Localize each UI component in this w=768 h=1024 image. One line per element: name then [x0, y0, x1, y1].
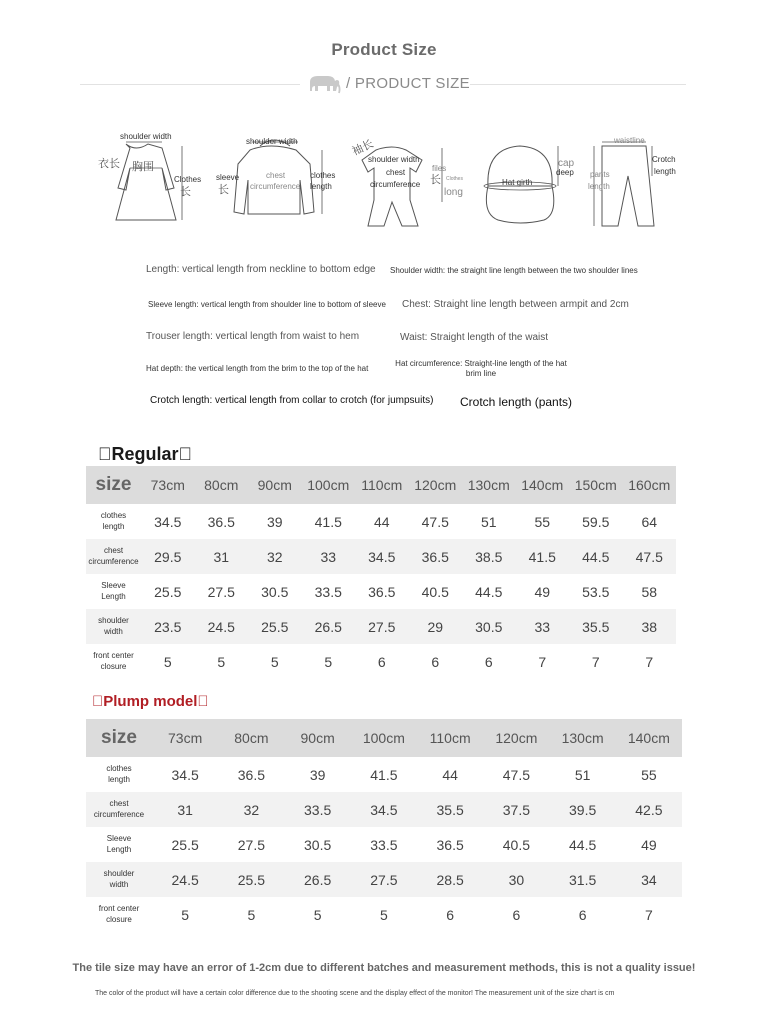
table-cell: 40.5: [421, 583, 449, 600]
pants-crotch-label: Crotch: [652, 155, 676, 164]
table-cell: 38: [641, 618, 658, 635]
sweater-length-label: length: [310, 182, 332, 191]
table-cell: 33.5: [304, 801, 332, 818]
table-cell: 44.5: [582, 548, 610, 565]
table-cell: 5: [313, 906, 322, 923]
size-column-header: 80cm: [204, 477, 239, 493]
size-column-header: 90cm: [257, 477, 292, 493]
row-label: Sleeve Length: [101, 580, 126, 601]
table-cell: 44: [373, 513, 390, 530]
table-cell: 26.5: [314, 618, 342, 635]
sweater-diagram: [214, 128, 344, 238]
size-column-header: 140cm: [521, 477, 564, 493]
table-cell: 24.5: [171, 871, 199, 888]
plump-heading: [92, 693, 209, 710]
table-cell: 47.5: [502, 766, 530, 783]
sweater-circumference-label: circumference: [250, 182, 301, 191]
sweater-clothes-label: clothes: [310, 171, 336, 180]
table-cell: 37.5: [502, 801, 530, 818]
size-column-header: 110cm: [429, 730, 471, 746]
size-column-header: 73cm: [150, 477, 185, 493]
table-cell: 59.5: [582, 513, 610, 530]
table-row: [86, 644, 676, 679]
table-cell: 6: [512, 906, 521, 923]
size-column-header: 100cm: [362, 730, 405, 746]
table-row: [86, 574, 676, 609]
table-cell: 49: [641, 836, 657, 853]
table-cell: 42.5: [635, 801, 663, 818]
divider-left: [80, 84, 300, 85]
table-row: [86, 757, 682, 792]
subtitle-row: [80, 70, 686, 98]
measurement-definitions: [140, 260, 660, 420]
table-cell: 44.5: [475, 583, 503, 600]
tee-circumference-label: circumference: [370, 180, 421, 189]
regular-size-table: [86, 466, 676, 679]
table-cell: 30.5: [475, 618, 503, 635]
table-cell: 31: [213, 548, 230, 565]
table-cell: 27.5: [370, 871, 398, 888]
tee-clothes-label: Clothes: [446, 176, 463, 182]
table-cell: 35.5: [582, 618, 610, 635]
size-column-header: 110cm: [361, 477, 403, 493]
table-row: [86, 609, 676, 644]
table-cell: 34: [641, 871, 657, 888]
dress-diagram: [90, 128, 208, 238]
size-column-header: 150cm: [574, 477, 617, 493]
plump-size-table: [86, 719, 682, 932]
hat-deep-label: deep: [556, 168, 574, 177]
table-row: [86, 862, 682, 897]
table-cell: 33.5: [370, 836, 398, 853]
table-cell: 33: [534, 618, 551, 635]
dress-chest-cn-label: 胸围: [132, 160, 154, 173]
table-cell: 55: [534, 513, 551, 530]
table-cell: 41.5: [314, 513, 342, 530]
table-cell: 36.5: [368, 583, 396, 600]
table-cell: 34.5: [171, 766, 199, 783]
table-cell: 5: [324, 653, 333, 670]
sweater-shoulder-label: shoulder width: [246, 137, 298, 146]
table-cell: 30.5: [304, 836, 332, 853]
dress-shoulder-label: shoulder width: [120, 132, 172, 141]
def-shoulder: Shoulder width: the straight line length between the two shoulder lines: [390, 266, 638, 275]
table-cell: 5: [270, 653, 279, 670]
table-cell: 33.5: [314, 583, 342, 600]
table-cell: 64: [641, 513, 658, 530]
table-cell: 41.5: [370, 766, 398, 783]
table-cell: 5: [379, 906, 388, 923]
table-cell: 38.5: [475, 548, 503, 565]
tee-chest-label: chest: [386, 168, 406, 177]
table-cell: 5: [217, 653, 226, 670]
regular-heading-text:  Regular : [98, 444, 193, 464]
table-row: [86, 897, 682, 932]
table-row: [86, 827, 682, 862]
tee-long-label: long: [444, 187, 463, 198]
row-label: shoulder width: [98, 615, 129, 636]
pants-diagram: [584, 128, 694, 238]
table-cell: 32: [243, 801, 260, 818]
size-column-header: 73cm: [168, 730, 203, 746]
table-cell: 25.5: [261, 618, 289, 635]
table-cell: 40.5: [502, 836, 530, 853]
row-label: front center closure: [98, 903, 140, 924]
table-row: [86, 504, 676, 539]
table-cell: 29: [427, 618, 444, 635]
tee-shoulder-label: shoulder width: [368, 155, 420, 164]
table-cell: 29.5: [154, 548, 182, 565]
table-cell: 34.5: [370, 801, 398, 818]
table-row: [86, 792, 682, 827]
tee-files-label: files: [432, 164, 447, 173]
size-column-header: 90cm: [300, 730, 335, 746]
table-cell: 58: [641, 583, 658, 600]
table-cell: 30.5: [261, 583, 289, 600]
row-label: front center closure: [93, 650, 134, 671]
size-header-cell: size: [95, 474, 132, 495]
plump-heading-text:  Plump model : [92, 693, 209, 710]
table-cell: 51: [574, 766, 591, 783]
size-column-header: 100cm: [307, 477, 350, 493]
table-cell: 39.5: [569, 801, 597, 818]
table-cell: 25.5: [171, 836, 199, 853]
table-cell: 27.5: [207, 583, 235, 600]
size-header-cell: size: [101, 727, 137, 748]
table-cell: 6: [484, 653, 493, 670]
size-column-header: 80cm: [234, 730, 269, 746]
size-column-header: 120cm: [495, 730, 538, 746]
table-cell: 33: [320, 548, 337, 565]
def-chest: Chest: Straight line length between armpit and 2cm: [402, 299, 629, 310]
page-title: Product Size: [331, 40, 437, 59]
table-cell: 5: [181, 906, 190, 923]
table-cell: 34.5: [368, 548, 396, 565]
table-cell: 35.5: [436, 801, 464, 818]
table-cell: 31.5: [569, 871, 597, 888]
table-cell: 39: [266, 513, 283, 530]
table-cell: 41.5: [528, 548, 556, 565]
pants-waistline-label: waistline: [614, 136, 645, 145]
def-crotch-jumpsuit: Crotch length: vertical length from collar to crotch (for jumpsuits): [150, 395, 434, 406]
table-cell: 6: [431, 653, 440, 670]
table-cell: 24.5: [207, 618, 235, 635]
table-cell: 6: [578, 906, 587, 923]
def-length: Length: vertical length from neckline to bottom edge: [146, 264, 376, 275]
measurement-diagrams: [90, 128, 690, 238]
table-cell: 51: [480, 513, 497, 530]
tee-diagram: [346, 128, 466, 238]
table-cell: 49: [534, 583, 551, 600]
dress-clothes-label: Clothes: [174, 175, 202, 184]
table-cell: 34.5: [154, 513, 182, 530]
table-cell: 44: [442, 766, 458, 783]
table-cell: 27.5: [368, 618, 396, 635]
row-label: clothes length: [100, 510, 127, 531]
page-subtitle: / PRODUCT SIZE: [346, 75, 470, 92]
hat-cap-label: cap: [558, 158, 575, 169]
hat-diagram: [474, 128, 574, 238]
row-label: Sleeve Length: [106, 833, 132, 854]
sweater-sleeve-label: sleeve: [216, 173, 240, 182]
table-cell: 44.5: [569, 836, 597, 853]
table-cell: 53.5: [582, 583, 610, 600]
table-cell: 36.5: [237, 766, 265, 783]
table-row: [86, 539, 676, 574]
def-sleeve: Sleeve length: vertical length from shoulder line to bottom of sleeve: [148, 300, 386, 309]
row-label: shoulder width: [103, 868, 135, 889]
table-cell: 26.5: [304, 871, 332, 888]
table-cell: 28.5: [436, 871, 464, 888]
table-cell: 6: [377, 653, 386, 670]
table-cell: 31: [177, 801, 193, 818]
divider-right: [470, 84, 686, 85]
tee-sleeve-cn-label: 袖长: [350, 137, 376, 159]
table-cell: 36.5: [207, 513, 235, 530]
elephant-icon: [306, 73, 342, 95]
table-cell: 47.5: [635, 548, 663, 565]
def-waist: Waist: Straight length of the waist: [400, 332, 549, 343]
def-trouser: Trouser length: vertical length from waist to hem: [146, 331, 360, 342]
row-label: chest circumference: [93, 798, 145, 819]
size-column-header: 130cm: [561, 730, 604, 746]
def-hat-circumference: Hat circumference: Straight-line length of the hat brim line: [395, 359, 567, 378]
table-cell: 5: [163, 653, 172, 670]
table-cell: 7: [644, 906, 653, 923]
row-label: clothes length: [106, 763, 132, 784]
table-cell: 23.5: [154, 618, 182, 635]
plump-header-row: [86, 719, 682, 757]
table-cell: 6: [446, 906, 455, 923]
pants-crotch-length-label: length: [654, 167, 676, 176]
dress-length-cn-label: 衣长: [98, 157, 120, 170]
size-column-header: 160cm: [628, 477, 671, 493]
color-note: The color of the product will have a certain color difference due to the shooting scene and the display effect of the monitor! The measurement unit of the size chart is cm: [95, 990, 615, 997]
regular-heading: [98, 444, 192, 465]
table-cell: 36.5: [436, 836, 464, 853]
size-column-header: 130cm: [467, 477, 510, 493]
table-cell: 47.5: [421, 513, 449, 530]
hat-girth-label: Hat girth: [502, 178, 533, 187]
table-cell: 55: [641, 766, 657, 783]
sweater-sleeve-cn-label: 长: [218, 183, 229, 196]
size-column-header: 120cm: [414, 477, 457, 493]
table-cell: 30: [508, 871, 525, 888]
table-cell: 32: [266, 548, 283, 565]
table-cell: 7: [538, 653, 547, 670]
table-cell: 25.5: [237, 871, 265, 888]
pants-length-label: length: [588, 182, 610, 191]
table-cell: 27.5: [237, 836, 265, 853]
size-column-header: 140cm: [627, 730, 670, 746]
regular-header-row: [86, 466, 676, 504]
dress-long-cn-label: 长: [180, 185, 191, 198]
def-crotch-pants: Crotch length (pants): [460, 395, 573, 409]
pants-pants-label: pants: [590, 170, 610, 179]
table-cell: 25.5: [154, 583, 182, 600]
def-hat-depth: Hat depth: the vertical length from the brim to the top of the hat: [146, 364, 369, 373]
tee-long-cn-label: 长: [430, 173, 441, 186]
table-cell: 7: [591, 653, 600, 670]
sweater-chest-label: chest: [266, 171, 286, 180]
table-cell: 39: [309, 766, 326, 783]
table-cell: 36.5: [421, 548, 449, 565]
row-label: chest circumference: [88, 545, 139, 566]
table-cell: 7: [645, 653, 654, 670]
table-cell: 5: [247, 906, 256, 923]
error-note: The tile size may have an error of 1-2cm due to different batches and measurement methods, this is not a quality issue!: [72, 962, 696, 974]
